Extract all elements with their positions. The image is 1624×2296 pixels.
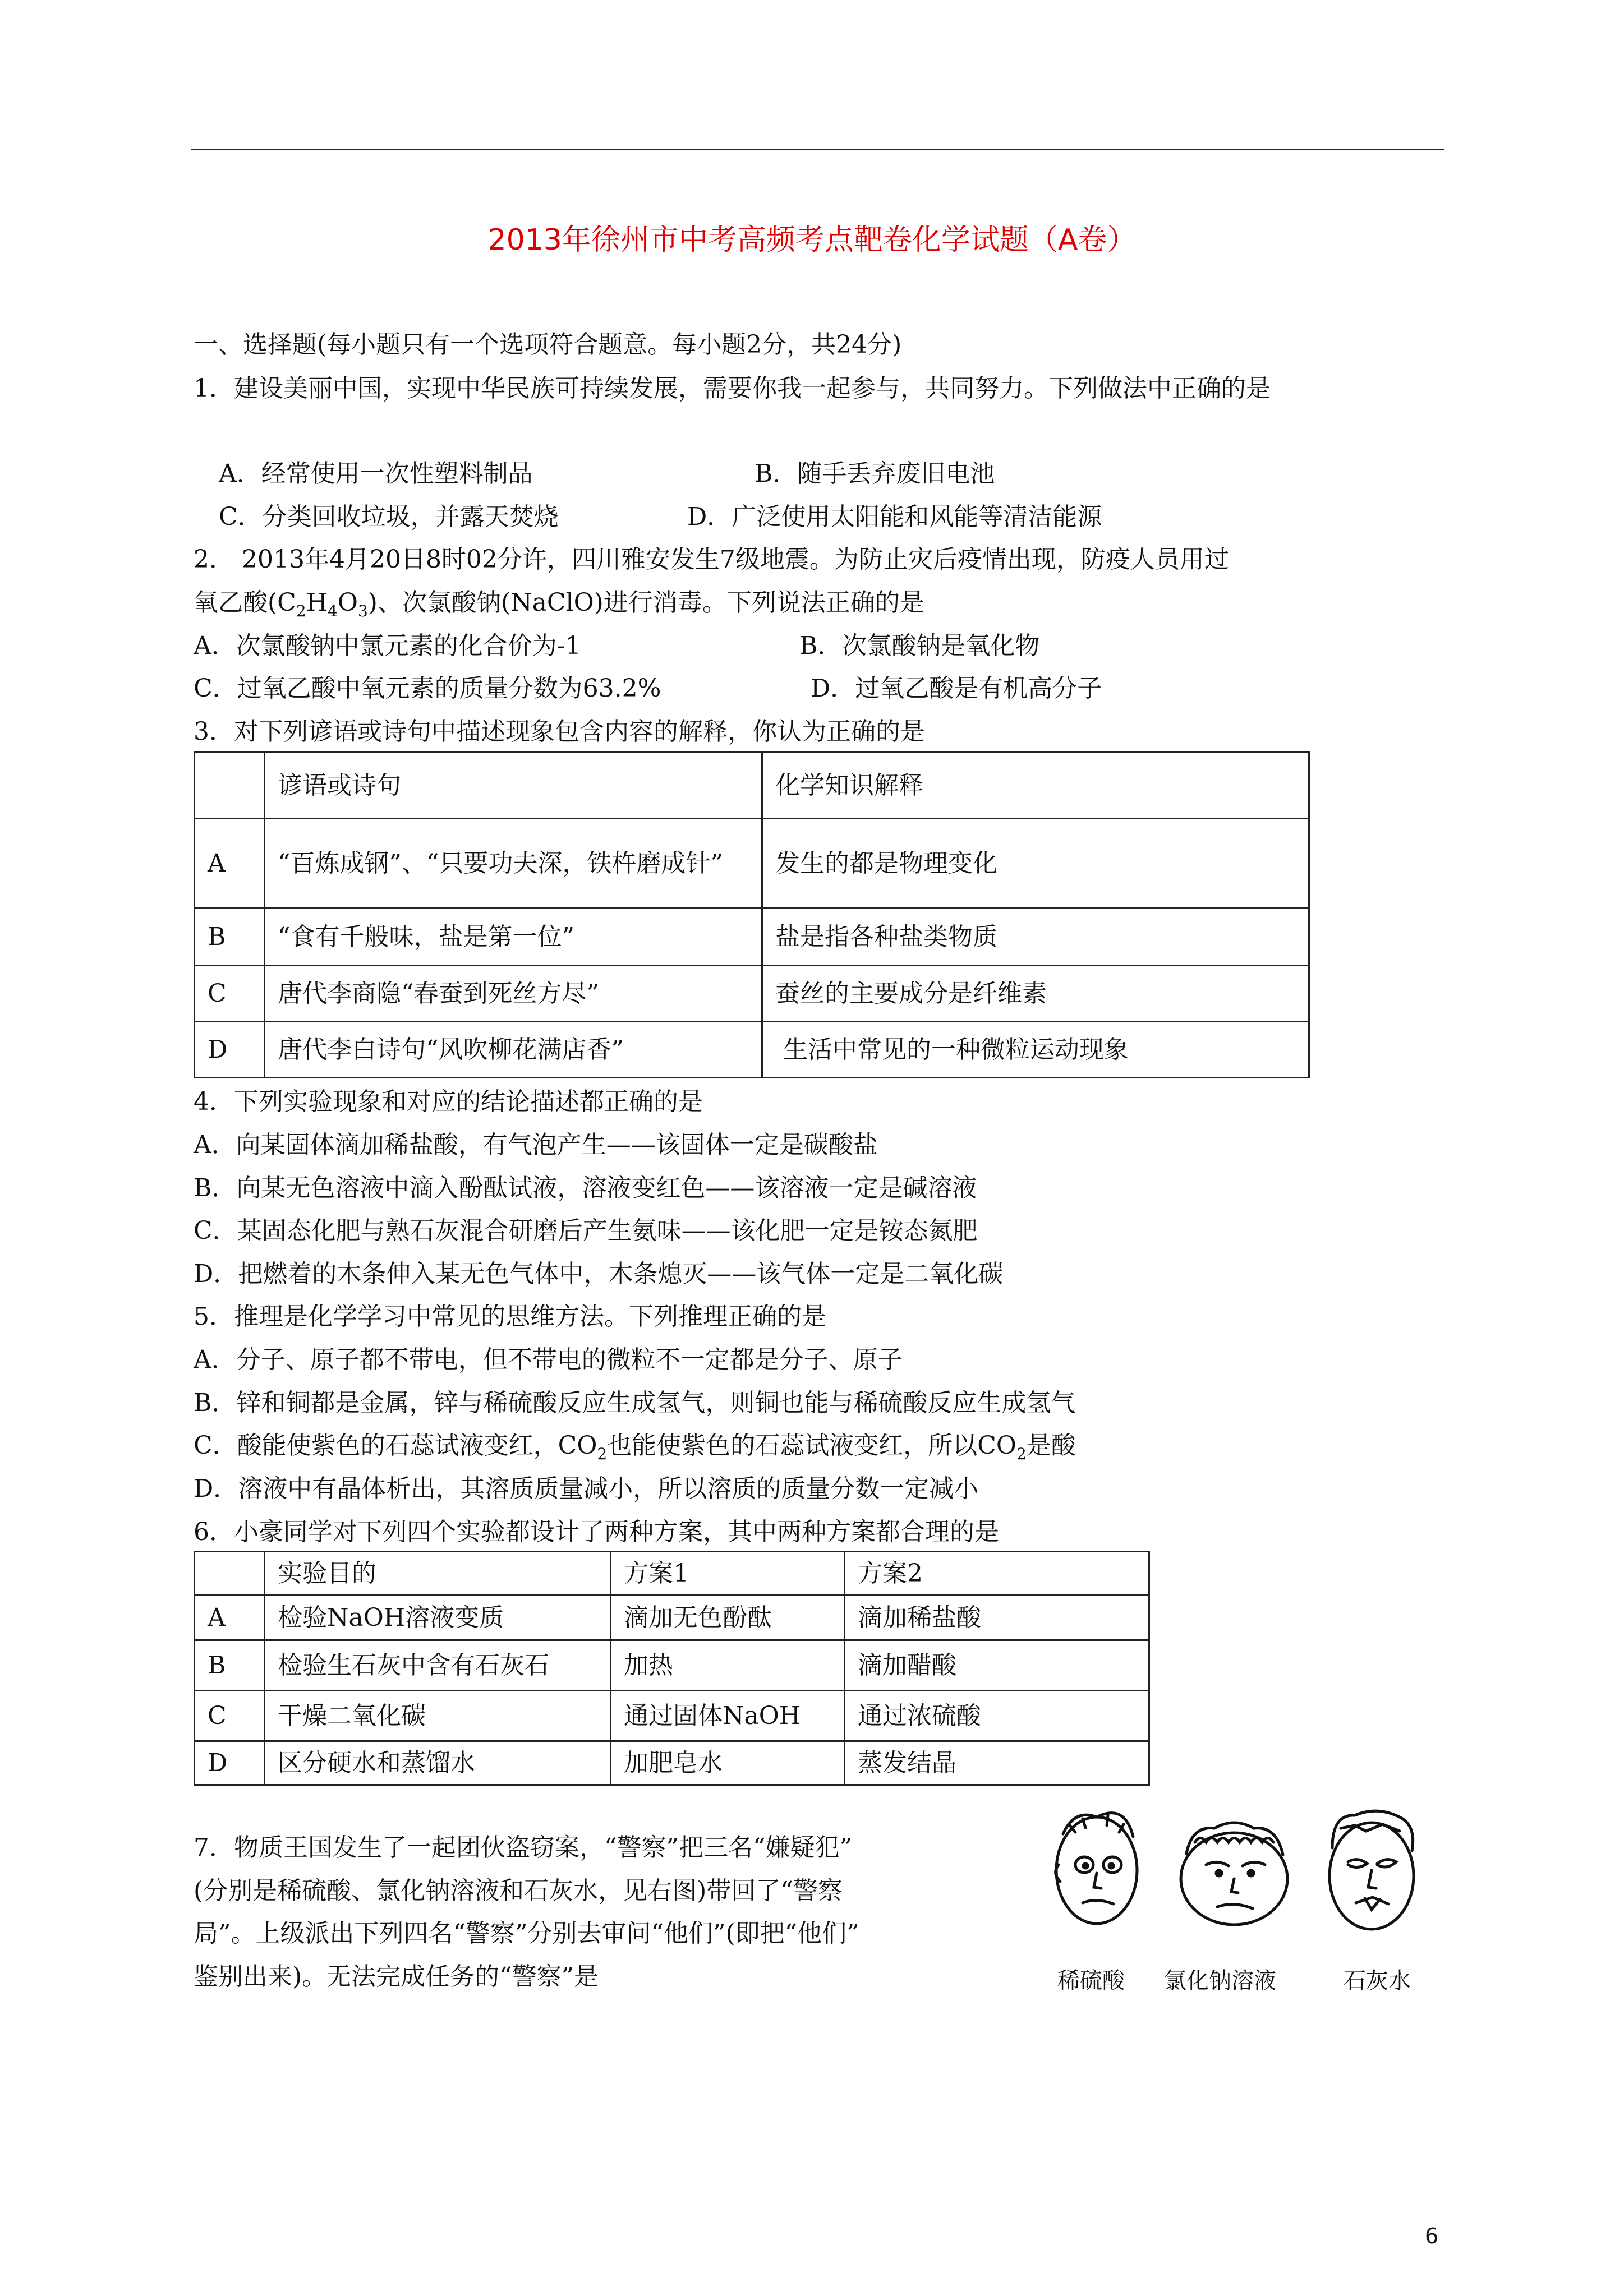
q6-table [194, 1551, 1150, 1786]
table-cell: B [195, 909, 265, 966]
table-cell: B [195, 1640, 265, 1691]
table-cell: 干燥二氧化碳 [265, 1691, 611, 1741]
table-row [195, 1640, 1149, 1691]
table-cell: 滴加无色酚酞 [611, 1596, 845, 1640]
table-cell: 滴加稀盐酸 [845, 1596, 1149, 1640]
q4-option-b: B．向某无色溶液中滴入酚酞试液，溶液变红色——该溶液一定是碱溶液 [194, 1174, 977, 1202]
figure-label-3: 石灰水 [1344, 1968, 1411, 1994]
cartoon-faces-illustration [1041, 1803, 1433, 2005]
q1-option-a: A．经常使用一次性塑料制品 [219, 459, 533, 488]
q2-option-d: D．过氧乙酸是有机高分子 [811, 674, 1102, 703]
table-cell: D [195, 1022, 265, 1078]
q1-option-d: D．广泛使用太阳能和风能等清洁能源 [687, 502, 1102, 531]
table-cell [195, 753, 265, 819]
q7-stem-line3: 局”。上级派出下列四名“警察”分别去审问“他们”(即把“他们” [194, 1919, 859, 1948]
table-cell: 唐代李商隐“春蚕到死丝方尽” [265, 966, 762, 1022]
table-cell: 化学知识解释 [762, 753, 1309, 819]
table-row [195, 1741, 1149, 1785]
table-cell [195, 1552, 265, 1596]
table-row [195, 966, 1309, 1022]
header-rule [191, 149, 1444, 150]
q4-option-d: D．把燃着的木条伸入某无色气体中，木条熄灭——该气体一定是二氧化碳 [194, 1260, 1004, 1288]
q3-stem: 3．对下列谚语或诗句中描述现象包含内容的解释，你认为正确的是 [194, 717, 925, 746]
q5-option-d: D．溶液中有晶体析出，其溶质质量减小，所以溶质的质量分数一定减小 [194, 1474, 979, 1503]
q5-option-b: B．锌和铜都是金属，锌与稀硫酸反应生成氢气，则铜也能与稀硫酸反应生成氢气 [194, 1389, 1076, 1417]
table-cell: A [195, 1596, 265, 1640]
q2-stem-line2: 氧乙酸$(C_2H_4O_3)$、次氯酸钠(NaClO)进行消毒。下列说法正确的是 [194, 588, 924, 620]
q5-option-c: C．酸能使紫色的石蕊试液变红，$CO_2$也能使紫色的石蕊试液变红，所以$CO_2$是酸 [194, 1431, 1076, 1463]
q1-stem: 1．建设美丽中国，实现中华民族可持续发展，需要你我一起参与，共同努力。下列做法中正确的是 [194, 374, 1271, 403]
q7-stem-line1: 7．物质王国发生了一起团伙盗窃案，“警察”把三名“嫌疑犯” [194, 1833, 852, 1862]
table-cell: “食有千般味，盐是第一位” [265, 909, 762, 966]
table-cell: 检验生石灰中含有石灰石 [265, 1640, 611, 1691]
table-cell: 盐是指各种盐类物质 [762, 909, 1309, 966]
table-row [195, 909, 1309, 966]
table-cell: 区分硬水和蒸馏水 [265, 1741, 611, 1785]
q2-option-b: B．次氯酸钠是氧化物 [799, 631, 1040, 660]
q7-stem-line2: (分别是稀硫酸、氯化钠溶液和石灰水，见右图)带回了“警察 [194, 1877, 843, 1905]
table-cell: C [195, 966, 265, 1022]
table-cell: 唐代李白诗句“风吹柳花满店香” [265, 1022, 762, 1078]
q4-stem: 4．下列实验现象和对应的结论描述都正确的是 [194, 1087, 703, 1116]
q7-stem-line4: 鉴别出来)。无法完成任务的“警察”是 [194, 1962, 599, 1991]
q1-option-c: C．分类回收垃圾，并露天焚烧 [219, 502, 559, 531]
q2-option-a: A．次氯酸钠中氯元素的化合价为-1 [194, 631, 581, 660]
q4-option-c: C．某固态化肥与熟石灰混合研磨后产生氨味——该化肥一定是铵态氮肥 [194, 1216, 978, 1245]
table-cell: D [195, 1741, 265, 1785]
q1-option-b: B．随手丢弃废旧电池 [755, 459, 995, 488]
q5-stem: 5．推理是化学学习中常见的思维方法。下列推理正确的是 [194, 1302, 826, 1331]
face-lime-water [1329, 1811, 1414, 1929]
table-cell: 加肥皂水 [611, 1741, 845, 1785]
table-cell: 蚕丝的主要成分是纤维素 [762, 966, 1309, 1022]
table-row [195, 1691, 1149, 1741]
table-cell: 检验NaOH溶液变质 [265, 1596, 611, 1640]
table-cell: 方案1 [611, 1552, 845, 1596]
table-cell: 发生的都是物理变化 [762, 819, 1309, 909]
face-sodium-chloride [1181, 1823, 1287, 1925]
q4-option-a: A．向某固体滴加稀盐酸，有气泡产生——该固体一定是碳酸盐 [194, 1131, 878, 1159]
table-cell: C [195, 1691, 265, 1741]
table-cell: 滴加醋酸 [845, 1640, 1149, 1691]
q2-option-c: C．过氧乙酸中氧元素的质量分数为63.2% [194, 674, 661, 703]
page-title: 2013年徐州市中考高频考点靶卷化学试题（A卷） [487, 223, 1137, 257]
table-cell: 谚语或诗句 [265, 753, 762, 819]
q3-table [194, 751, 1310, 1078]
face-sulfuric-acid [1056, 1813, 1137, 1924]
q5-option-a: A．分子、原子都不带电，但不带电的微粒不一定都是分子、原子 [194, 1345, 903, 1374]
section-heading: 一、选择题(每小题只有一个选项符合题意。每小题2分，共24分) [194, 330, 902, 359]
table-cell: 加热 [611, 1640, 845, 1691]
table-header-row [195, 1552, 1149, 1596]
table-row [195, 1596, 1149, 1640]
figure-label-1: 稀硫酸 [1057, 1968, 1125, 1994]
figure-label-2: 氯化钠溶液 [1164, 1968, 1276, 1994]
table-header-row [195, 753, 1309, 819]
table-cell: “百炼成钢”、“只要功夫深，铁杵磨成针” [265, 819, 762, 909]
table-cell: 通过浓硫酸 [845, 1691, 1149, 1741]
table-row [195, 819, 1309, 909]
q2-stem-line1: 2． 2013年4月20日8时02分许，四川雅安发生7级地震。为防止灾后疫情出现，防疫人员用过 [194, 545, 1229, 574]
table-cell: 方案2 [845, 1552, 1149, 1596]
table-row [195, 1022, 1309, 1078]
table-cell: 实验目的 [265, 1552, 611, 1596]
page-number: 6 [1425, 2224, 1439, 2248]
q6-stem: 6．小豪同学对下列四个实验都设计了两种方案，其中两种方案都合理的是 [194, 1518, 999, 1546]
table-cell: A [195, 819, 265, 909]
suspects-figure [1041, 1803, 1433, 2005]
table-cell: 蒸发结晶 [845, 1741, 1149, 1785]
table-cell: 通过固体NaOH [611, 1691, 845, 1741]
table-cell: 生活中常见的一种微粒运动现象 [762, 1022, 1309, 1078]
